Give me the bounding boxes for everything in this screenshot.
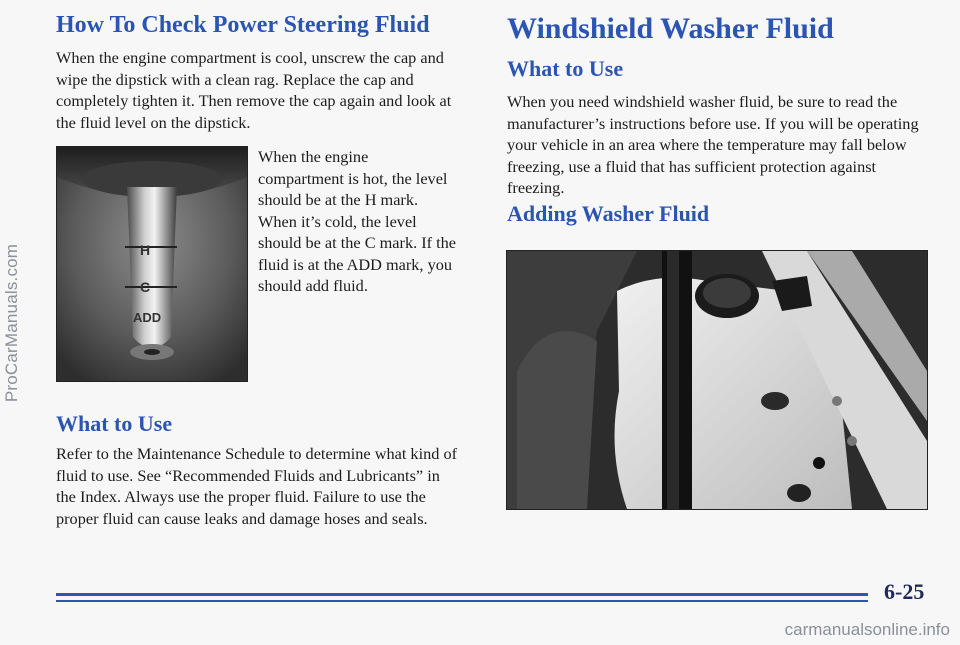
side-watermark — [0, 0, 32, 645]
power-steering-heading: How To Check Power Steering Fluid — [56, 12, 430, 38]
power-steering-what-to-use-text: Refer to the Maintenance Schedule to determine what kind of fluid to use. See “Recommended Fluids and Lubricants” in the Index. Always use the proper fluid. Failure to use the proper fluid can cause leaks and damage hoses and seals. — [56, 444, 458, 528]
windshield-washer-title: Windshield Washer Fluid — [507, 12, 834, 45]
dipstick-level-text: When the engine compartment is hot, the level should be at the H mark. When it’s cold, the level should be at the C mark. If the fluid is at the ADD mark, you should add fluid. — [258, 147, 457, 295]
footer-rule-top — [56, 593, 868, 596]
power-steering-what-to-use-heading: What to Use — [56, 411, 173, 436]
washer-what-to-use-text: When you need windshield washer fluid, be sure to read the manufacturer’s instructions before use. If you will be operating your vehicle in an area where the temperature may fall below freezing, use a fluid that has sufficient protection against freezing. — [507, 92, 919, 197]
dipstick-mark-c: C — [140, 279, 151, 295]
adding-washer-fluid-heading: Adding Washer Fluid — [507, 201, 710, 226]
footer-rule-bottom — [56, 600, 868, 602]
dipstick-illustration — [57, 147, 247, 381]
bottom-watermark: carmanualsonline.info — [784, 620, 950, 639]
dipstick-mark-add: ADD — [133, 310, 162, 325]
page-number: 6-25 — [884, 579, 925, 604]
washer-reservoir-photo — [506, 250, 928, 510]
washer-what-to-use-heading: What to Use — [507, 56, 624, 81]
dipstick-mark-h: H — [140, 242, 151, 258]
washer-reservoir-illustration — [507, 251, 927, 509]
power-steering-intro: When the engine compartment is cool, unscrew the cap and wipe the dipstick with a clean rag. Replace the cap and completely tighten it. Then remove the cap again and look at the fluid level on the dipstick. — [56, 48, 452, 132]
dipstick-photo — [56, 146, 248, 382]
side-watermark-text: ProCarManuals.com — [2, 243, 21, 402]
